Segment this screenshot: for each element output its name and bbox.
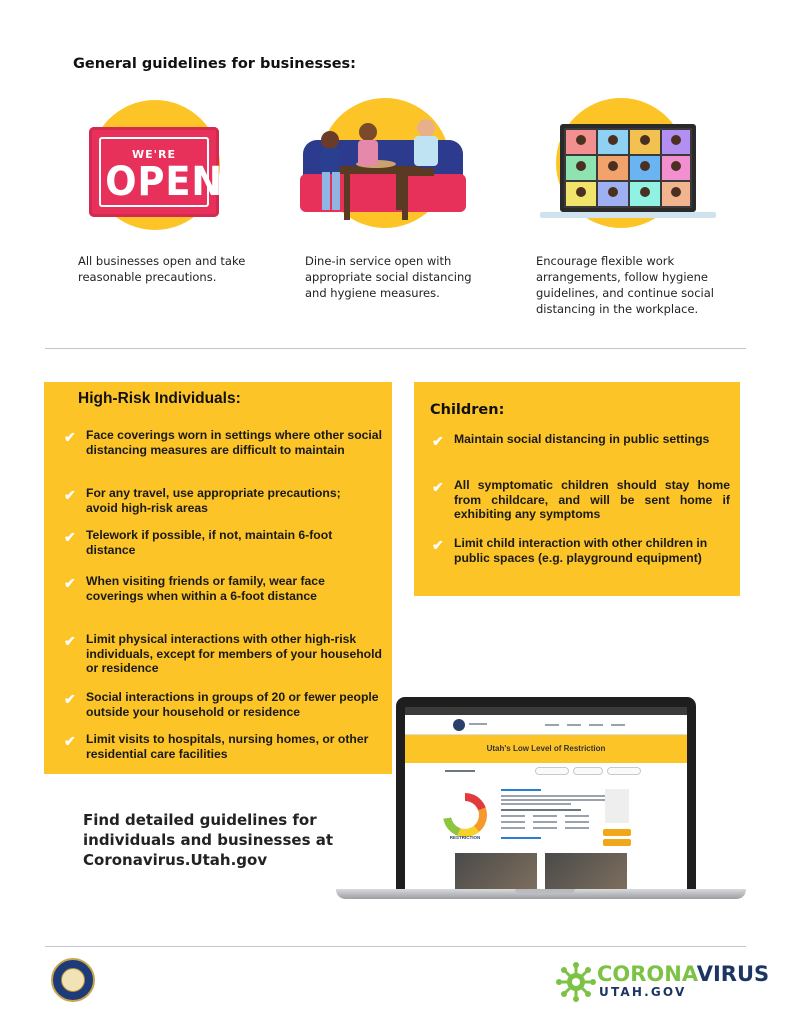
check-icon: ✔: [64, 487, 76, 503]
open-sign-main-text: OPEN: [105, 159, 224, 205]
high-risk-bullet-5: ✔ Limit physical interactions with other high-risk individuals, except for members of your household or residence: [64, 632, 382, 676]
high-risk-panel: [44, 382, 392, 774]
general-guidelines-title: General guidelines for businesses:: [73, 56, 356, 72]
find-guidelines-text: Find detailed guidelines for individuals and businesses at Coronavirus.Utah.gov: [83, 811, 334, 869]
video-thumbnail[interactable]: [545, 853, 627, 889]
open-caption: All businesses open and take reasonable precautions.: [78, 254, 246, 284]
children-title: Children:: [430, 402, 505, 418]
website-button[interactable]: [603, 829, 631, 836]
check-icon: ✔: [432, 433, 444, 449]
open-sign-top-text: WE'RE: [132, 148, 176, 161]
high-risk-bullet-1: ✔ Face coverings worn in settings where other social distancing measures are difficult to maintain: [64, 428, 382, 457]
high-risk-bullet-2: ✔ For any travel, use appropriate precautions; avoid high-risk areas: [64, 486, 341, 515]
high-risk-bullet-4: ✔ When visiting friends or family, wear face coverings when within a 6-foot distance: [64, 574, 325, 603]
coronavirus-logo-icon: [556, 962, 596, 1002]
bottom-divider: [45, 946, 746, 947]
coronavirus-wordmark: CORONAVIRUS: [597, 962, 770, 986]
website-screen: [405, 707, 687, 889]
website-button[interactable]: [603, 839, 631, 846]
children-bullet-1: ✔ Maintain social distancing in public settings: [432, 432, 710, 449]
check-icon: ✔: [432, 479, 444, 495]
website-banner: Utah's Low Level of Restriction: [405, 735, 687, 763]
high-risk-bullet-7: ✔ Limit visits to hospitals, nursing homes, or other residential care facilities: [64, 732, 369, 761]
coronavirus-url: UTAH.GOV: [599, 985, 687, 999]
gauge-label: RESTRICTION: [449, 835, 481, 840]
telework-caption: Encourage flexible work arrangements, follow hygiene guidelines, and continue social distancing in the workplace.: [536, 254, 714, 316]
check-icon: ✔: [64, 429, 76, 445]
laptop-notch: [515, 889, 575, 893]
website-logo-icon: [453, 719, 465, 731]
check-icon: ✔: [64, 529, 76, 545]
check-icon: ✔: [64, 733, 76, 749]
browser-bar: [405, 707, 687, 715]
video-call-laptop-icon: [540, 124, 716, 222]
video-thumbnail[interactable]: [455, 853, 537, 889]
high-risk-title: High-Risk Individuals:: [78, 390, 241, 407]
utah-state-seal-icon: [51, 958, 95, 1002]
check-icon: ✔: [64, 575, 76, 591]
laptop-screen-frame: [396, 697, 696, 893]
top-divider: [45, 348, 746, 349]
children-panel: [414, 382, 740, 596]
check-icon: ✔: [64, 633, 76, 649]
high-risk-bullet-3: ✔ Telework if possible, if not, maintain 6-foot distance: [64, 528, 333, 557]
check-icon: ✔: [432, 537, 444, 553]
children-bullet-2: ✔ All symptomatic children should stay home from childcare, and will be sent home if exhibiting any symptoms: [432, 478, 730, 522]
website-nav: [405, 715, 687, 735]
open-sign-icon: [89, 127, 224, 217]
children-bullet-3: ✔ Limit child interaction with other children in public spaces (e.g. playground equipment): [432, 536, 708, 565]
dine-in-icon: [300, 118, 466, 222]
check-icon: ✔: [64, 691, 76, 707]
dine-in-caption: Dine-in service open with appropriate social distancing and hygiene measures.: [305, 254, 472, 300]
high-risk-bullet-6: ✔ Social interactions in groups of 20 or fewer people outside your household or residence: [64, 690, 379, 719]
